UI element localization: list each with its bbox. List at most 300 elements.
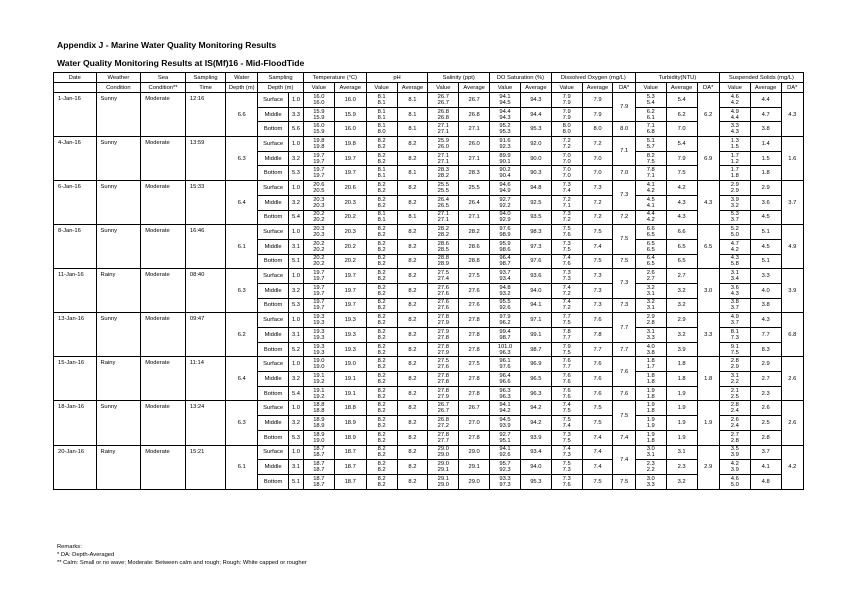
header-weather: Weather <box>96 73 141 83</box>
turbidity-values-reading-1: 4.4 <box>646 211 655 218</box>
do-saturation-values-reading-1: 94.4 <box>499 108 511 115</box>
salinity-values-reading-2: 27.2 <box>437 422 449 429</box>
dissolved-oxygen-average: 7.5 <box>582 416 613 431</box>
salinity-values-reading-2: 29.1 <box>437 467 449 474</box>
table-body <box>54 93 804 490</box>
turbidity-values-reading-2: 1.8 <box>646 408 655 415</box>
dissolved-oxygen-values <box>551 166 582 181</box>
temperature-values-reading-2: 19.3 <box>313 320 325 327</box>
turbidity-values-reading-2: 3.1 <box>646 290 655 297</box>
suspended-solids-values-reading-1: 8.1 <box>730 328 739 335</box>
sea-condition-cell: Moderate <box>141 137 186 181</box>
salinity-values-reading-1: 29.1 <box>437 475 449 482</box>
salinity-values-reading-2: 28.5 <box>437 246 449 253</box>
ph-values-reading-1: 8.2 <box>377 299 386 306</box>
turbidity-average: 7.0 <box>666 122 697 137</box>
ph-values <box>366 357 397 372</box>
header-row-2 <box>54 83 804 93</box>
turbidity-values-reading-2: 5.7 <box>646 143 655 150</box>
salinity-values-reading-1: 27.8 <box>437 387 449 394</box>
suspended-solids-values-reading-2: 3.2 <box>730 202 739 209</box>
suspended-solids-average: 3.8 <box>750 122 781 137</box>
suspended-solids-values-reading-2: 1.5 <box>730 143 739 150</box>
sampling-level-cell: Surface <box>258 401 289 416</box>
ph-values-reading-2: 8.2 <box>377 481 386 488</box>
temperature-values-reading-2: 18.8 <box>313 408 325 415</box>
dissolved-oxygen-values-reading-1: 7.5 <box>562 416 571 423</box>
dissolved-oxygen-da-bottom: 7.4 <box>613 430 635 445</box>
sampling-depth-cell: 3.3 <box>289 107 304 122</box>
ph-values-reading-2: 8.2 <box>377 349 386 356</box>
ph-average: 8.2 <box>397 460 428 475</box>
table-row <box>54 357 804 372</box>
turbidity-values <box>635 313 666 328</box>
do-saturation-values-reading-2: 93.9 <box>499 422 511 429</box>
suspended-solids-values <box>719 313 750 328</box>
salinity-values-reading-1: 29.0 <box>437 461 449 468</box>
temperature-values <box>303 93 334 108</box>
turbidity-values <box>635 460 666 475</box>
temperature-average: 20.3 <box>334 225 366 240</box>
ph-average: 8.2 <box>397 137 428 152</box>
suspended-solids-values-reading-1: 4.9 <box>730 314 739 321</box>
header-da: DA* <box>613 83 635 93</box>
salinity-average: 25.5 <box>459 181 490 196</box>
do-saturation-values <box>490 195 521 210</box>
do-saturation-values-reading-1: 99.4 <box>499 328 511 335</box>
temperature-average: 18.9 <box>334 430 366 445</box>
temperature-values-reading-1: 20.3 <box>313 226 325 233</box>
ph-values-reading-2: 8.2 <box>377 378 386 385</box>
dissolved-oxygen-values-reading-1: 7.9 <box>562 93 571 100</box>
temperature-values-reading-2: 19.3 <box>313 349 325 356</box>
do-saturation-values-reading-1: 90.2 <box>499 167 511 174</box>
water-depth-cell: 6.4 <box>226 357 258 401</box>
ph-average: 8.2 <box>397 328 428 343</box>
do-saturation-values-reading-1: 94.0 <box>499 211 511 218</box>
ph-values-reading-2: 8.2 <box>377 232 386 239</box>
dissolved-oxygen-average: 7.0 <box>582 166 613 181</box>
do-saturation-values <box>490 239 521 254</box>
suspended-solids-average: 3.6 <box>750 195 781 210</box>
do-saturation-average: 92.0 <box>520 137 551 152</box>
turbidity-values <box>635 137 666 152</box>
suspended-solids-values <box>719 328 750 343</box>
suspended-solids-values <box>719 298 750 313</box>
salinity-values-reading-1: 27.1 <box>437 152 449 159</box>
ph-values-reading-2: 8.2 <box>377 334 386 341</box>
dissolved-oxygen-values-reading-2: 7.2 <box>562 217 571 224</box>
suspended-solids-values-reading-1: 3.8 <box>730 299 739 306</box>
dissolved-oxygen-values-reading-2: 7.2 <box>562 290 571 297</box>
dissolved-oxygen-values-reading-2: 7.3 <box>562 452 571 459</box>
dissolved-oxygen-average: 7.3 <box>582 283 613 298</box>
turbidity-values-reading-1: 3.0 <box>646 446 655 453</box>
turbidity-values-reading-1: 1.9 <box>646 431 655 438</box>
turbidity-values <box>635 474 666 489</box>
ph-values-reading-1: 8.2 <box>377 358 386 365</box>
temperature-values <box>303 445 334 460</box>
dissolved-oxygen-values <box>551 474 582 489</box>
suspended-solids-values-reading-2: 5.0 <box>730 232 739 239</box>
temperature-values <box>303 107 334 122</box>
do-saturation-values-reading-1: 93.7 <box>499 270 511 277</box>
temperature-values-reading-1: 18.7 <box>313 446 325 453</box>
dissolved-oxygen-values-reading-1: 7.4 <box>562 284 571 291</box>
turbidity-average: 1.8 <box>666 357 697 372</box>
dissolved-oxygen-da-bottom: 7.3 <box>613 298 635 313</box>
sampling-level-cell: Bottom <box>258 254 289 269</box>
turbidity-values-reading-1: 6.5 <box>646 240 655 247</box>
ph-average: 8.2 <box>397 239 428 254</box>
dissolved-oxygen-values-reading-1: 7.3 <box>562 181 571 188</box>
dissolved-oxygen-da-bottom: 7.5 <box>613 474 635 489</box>
do-saturation-values-reading-2: 92.9 <box>499 217 511 224</box>
do-saturation-values <box>490 328 521 343</box>
do-saturation-average: 95.3 <box>520 474 551 489</box>
salinity-average: 27.0 <box>459 416 490 431</box>
dissolved-oxygen-values-reading-1: 7.2 <box>562 196 571 203</box>
ph-values-reading-1: 8.1 <box>377 167 386 174</box>
turbidity-da: 6.5 <box>697 225 719 269</box>
salinity-values <box>428 107 459 122</box>
salinity-values-reading-2: 25.5 <box>437 187 449 194</box>
dissolved-oxygen-values-reading-1: 8.0 <box>562 123 571 130</box>
ph-values <box>366 313 397 328</box>
suspended-solids-values-reading-1: 2.1 <box>730 387 739 394</box>
do-saturation-values <box>490 210 521 225</box>
suspended-solids-da: 6.8 <box>781 313 803 357</box>
temperature-values-reading-2: 19.7 <box>313 305 325 312</box>
temperature-values-reading-2: 19.2 <box>313 393 325 400</box>
do-saturation-values <box>490 254 521 269</box>
do-saturation-values <box>490 107 521 122</box>
temperature-average: 20.6 <box>334 181 366 196</box>
ph-values-reading-1: 8.2 <box>377 431 386 438</box>
salinity-average: 27.6 <box>459 283 490 298</box>
temperature-values-reading-2: 19.0 <box>313 364 325 371</box>
do-saturation-values <box>490 430 521 445</box>
salinity-values-reading-1: 27.9 <box>437 328 449 335</box>
sampling-depth-cell: 1.0 <box>289 269 304 284</box>
header-average: Average <box>397 83 428 93</box>
do-saturation-values-reading-1: 92.7 <box>499 196 511 203</box>
ph-values <box>366 298 397 313</box>
do-saturation-values-reading-1: 96.4 <box>499 372 511 379</box>
turbidity-values-reading-2: 3.8 <box>646 349 655 356</box>
ph-values <box>366 328 397 343</box>
do-saturation-values <box>490 342 521 357</box>
water-quality-table <box>53 72 804 490</box>
ph-values <box>366 239 397 254</box>
temperature-average: 19.3 <box>334 342 366 357</box>
temperature-values <box>303 372 334 387</box>
temperature-values-reading-2: 19.2 <box>313 378 325 385</box>
ph-values <box>366 430 397 445</box>
dissolved-oxygen-values-reading-2: 7.6 <box>562 378 571 385</box>
do-saturation-values-reading-1: 94.5 <box>499 416 511 423</box>
salinity-values <box>428 401 459 416</box>
ph-average: 8.2 <box>397 342 428 357</box>
salinity-values <box>428 254 459 269</box>
sea-condition-cell: Moderate <box>141 445 186 489</box>
ph-values-reading-1: 8.2 <box>377 475 386 482</box>
temperature-average: 19.7 <box>334 151 366 166</box>
salinity-average: 27.8 <box>459 342 490 357</box>
suspended-solids-average: 8.3 <box>750 342 781 357</box>
sampling-level-cell: Middle <box>258 195 289 210</box>
salinity-values <box>428 474 459 489</box>
turbidity-values <box>635 122 666 137</box>
sampling-depth-cell: 5.2 <box>289 342 304 357</box>
sampling-time-cell: 11:14 <box>185 357 225 401</box>
ph-values <box>366 401 397 416</box>
remarks-title: Remarks: <box>57 544 82 550</box>
suspended-solids-average: 1.5 <box>750 151 781 166</box>
temperature-values <box>303 210 334 225</box>
turbidity-values <box>635 298 666 313</box>
salinity-values <box>428 386 459 401</box>
temperature-values <box>303 460 334 475</box>
salinity-values-reading-1: 29.0 <box>437 446 449 453</box>
temperature-average: 19.3 <box>334 328 366 343</box>
do-saturation-average: 96.5 <box>520 372 551 387</box>
salinity-values-reading-1: 27.8 <box>437 343 449 350</box>
turbidity-values <box>635 195 666 210</box>
dissolved-oxygen-da: 7.9 <box>613 93 635 122</box>
sampling-level-cell: Bottom <box>258 474 289 489</box>
ph-values-reading-1: 8.2 <box>377 181 386 188</box>
turbidity-values-reading-2: 3.3 <box>646 334 655 341</box>
turbidity-values-reading-1: 1.9 <box>646 402 655 409</box>
salinity-average: 26.7 <box>459 93 490 108</box>
turbidity-average: 1.9 <box>666 416 697 431</box>
dissolved-oxygen-values <box>551 357 582 372</box>
salinity-values-reading-1: 27.5 <box>437 358 449 365</box>
salinity-values-reading-2: 26.7 <box>437 408 449 415</box>
suspended-solids-values-reading-1: 4.7 <box>730 240 739 247</box>
ph-values <box>366 474 397 489</box>
ph-values <box>366 416 397 431</box>
salinity-values-reading-1: 27.8 <box>437 431 449 438</box>
do-saturation-values-reading-1: 95.7 <box>499 461 511 468</box>
water-depth-cell: 6.3 <box>226 137 258 181</box>
turbidity-values-reading-2: 4.2 <box>646 187 655 194</box>
do-saturation-values <box>490 225 521 240</box>
turbidity-values-reading-2: 7.1 <box>646 173 655 180</box>
salinity-average: 27.6 <box>459 298 490 313</box>
dissolved-oxygen-values-reading-2: 7.0 <box>562 173 571 180</box>
ph-values-reading-2: 8.1 <box>377 99 386 106</box>
ph-values-reading-2: 8.2 <box>377 143 386 150</box>
ph-values-reading-1: 8.1 <box>377 93 386 100</box>
turbidity-average: 2.3 <box>666 460 697 475</box>
salinity-values <box>428 137 459 152</box>
suspended-solids-average: 4.5 <box>750 210 781 225</box>
temperature-values-reading-2: 20.3 <box>313 202 325 209</box>
sampling-depth-cell: 5.3 <box>289 430 304 445</box>
turbidity-average: 3.9 <box>666 342 697 357</box>
turbidity-da: 3.0 <box>697 269 719 313</box>
suspended-solids-values <box>719 254 750 269</box>
salinity-values <box>428 151 459 166</box>
dissolved-oxygen-average: 7.9 <box>582 107 613 122</box>
temperature-values-reading-2: 19.7 <box>313 290 325 297</box>
weather-cell: Sunny <box>96 181 141 225</box>
suspended-solids-values <box>719 137 750 152</box>
do-saturation-values-reading-2: 98.9 <box>499 232 511 239</box>
header-row-1 <box>54 73 804 83</box>
sampling-level-cell: Middle <box>258 239 289 254</box>
ph-values-reading-2: 8.0 <box>377 129 386 136</box>
temperature-values-reading-1: 18.7 <box>313 461 325 468</box>
salinity-average: 28.3 <box>459 166 490 181</box>
do-saturation-values-reading-1: 93.3 <box>499 475 511 482</box>
do-saturation-average: 96.3 <box>520 386 551 401</box>
sampling-depth-cell: 1.0 <box>289 225 304 240</box>
turbidity-values <box>635 372 666 387</box>
dissolved-oxygen-values-reading-1: 7.5 <box>562 461 571 468</box>
suspended-solids-average: 4.7 <box>750 107 781 122</box>
do-saturation-values-reading-2: 96.2 <box>499 320 511 327</box>
salinity-values <box>428 298 459 313</box>
salinity-values-reading-2: 27.6 <box>437 290 449 297</box>
turbidity-average: 5.4 <box>666 93 697 108</box>
ph-values <box>366 283 397 298</box>
dissolved-oxygen-average: 7.4 <box>582 239 613 254</box>
table-row <box>54 313 804 328</box>
dissolved-oxygen-average: 7.6 <box>582 313 613 328</box>
dissolved-oxygen-values <box>551 416 582 431</box>
do-saturation-values-reading-1: 96.1 <box>499 358 511 365</box>
ph-values-reading-1: 8.2 <box>377 270 386 277</box>
suspended-solids-values <box>719 107 750 122</box>
suspended-solids-values <box>719 460 750 475</box>
salinity-values-reading-1: 25.9 <box>437 137 449 144</box>
do-saturation-values <box>490 269 521 284</box>
salinity-average: 28.6 <box>459 239 490 254</box>
suspended-solids-values-reading-1: 2.7 <box>730 431 739 438</box>
header-date: Date <box>54 73 97 83</box>
dissolved-oxygen-values-reading-2: 7.6 <box>562 232 571 239</box>
dissolved-oxygen-da: 7.7 <box>613 313 635 342</box>
water-depth-cell: 6.6 <box>226 93 258 137</box>
suspended-solids-average: 2.6 <box>750 401 781 416</box>
sampling-time-cell: 15:21 <box>185 445 225 489</box>
temperature-values-reading-2: 20.2 <box>313 217 325 224</box>
ph-values <box>366 225 397 240</box>
temperature-values <box>303 195 334 210</box>
do-saturation-values <box>490 313 521 328</box>
salinity-values-reading-1: 28.2 <box>437 226 449 233</box>
suspended-solids-values <box>719 386 750 401</box>
ph-values-reading-1: 8.2 <box>377 152 386 159</box>
suspended-solids-values-reading-2: 2.2 <box>730 378 739 385</box>
dissolved-oxygen-average: 7.6 <box>582 372 613 387</box>
turbidity-values <box>635 225 666 240</box>
remarks <box>57 543 307 567</box>
do-saturation-average: 94.3 <box>520 93 551 108</box>
ph-values <box>366 93 397 108</box>
do-saturation-values <box>490 416 521 431</box>
salinity-values-reading-1: 25.5 <box>437 181 449 188</box>
header-value: Value <box>490 83 521 93</box>
salinity-values <box>428 430 459 445</box>
header-water-sub: Depth (m) <box>226 83 258 93</box>
dissolved-oxygen-da: 7.6 <box>613 357 635 386</box>
water-depth-cell: 6.1 <box>226 445 258 489</box>
turbidity-values-reading-1: 7.1 <box>646 123 655 130</box>
salinity-values <box>428 166 459 181</box>
suspended-solids-da: 3.7 <box>781 181 803 225</box>
temperature-values-reading-2: 19.8 <box>313 143 325 150</box>
salinity-values-reading-1: 26.7 <box>437 402 449 409</box>
ph-values-reading-2: 8.2 <box>377 467 386 474</box>
dissolved-oxygen-values-reading-2: 7.4 <box>562 422 571 429</box>
dissolved-oxygen-average: 7.5 <box>582 401 613 416</box>
header-value: Value <box>635 83 666 93</box>
do-saturation-values <box>490 283 521 298</box>
turbidity-values-reading-1: 5.3 <box>646 93 655 100</box>
suspended-solids-values-reading-2: 5.8 <box>730 261 739 268</box>
sampling-depth-cell: 3.1 <box>289 460 304 475</box>
ph-average: 8.2 <box>397 313 428 328</box>
turbidity-average: 3.2 <box>666 474 697 489</box>
ph-average: 8.1 <box>397 122 428 137</box>
turbidity-values <box>635 328 666 343</box>
sampling-depth-cell: 3.2 <box>289 372 304 387</box>
ph-values-reading-1: 8.2 <box>377 343 386 350</box>
ph-values <box>366 460 397 475</box>
dissolved-oxygen-values-reading-2: 7.7 <box>562 364 571 371</box>
salinity-values-reading-1: 28.3 <box>437 167 449 174</box>
turbidity-values <box>635 401 666 416</box>
suspended-solids-average: 2.9 <box>750 357 781 372</box>
temperature-values-reading-2: 18.7 <box>313 481 325 488</box>
dissolved-oxygen-values-reading-1: 7.9 <box>562 108 571 115</box>
sampling-depth-cell: 1.0 <box>289 93 304 108</box>
suspended-solids-da: 1.6 <box>781 137 803 181</box>
dissolved-oxygen-average: 7.0 <box>582 151 613 166</box>
temperature-values-reading-1: 15.9 <box>313 108 325 115</box>
ph-values-reading-2: 8.2 <box>377 320 386 327</box>
sampling-depth-cell: 5.6 <box>289 122 304 137</box>
sampling-level-cell: Middle <box>258 416 289 431</box>
salinity-average: 27.5 <box>459 357 490 372</box>
temperature-values-reading-1: 19.7 <box>313 284 325 291</box>
salinity-values-reading-1: 26.4 <box>437 196 449 203</box>
salinity-values-reading-2: 27.8 <box>437 334 449 341</box>
suspended-solids-average: 5.1 <box>750 225 781 240</box>
ph-values-reading-2: 8.2 <box>377 246 386 253</box>
temperature-average: 18.7 <box>334 445 366 460</box>
sampling-level-cell: Surface <box>258 445 289 460</box>
suspended-solids-values-reading-2: 3.7 <box>730 217 739 224</box>
ph-values <box>366 372 397 387</box>
do-saturation-values <box>490 386 521 401</box>
temperature-values-reading-1: 19.0 <box>313 358 325 365</box>
ph-values-reading-2: 8.2 <box>377 202 386 209</box>
header-sea: Sea <box>141 73 186 83</box>
salinity-values-reading-2: 27.9 <box>437 349 449 356</box>
dissolved-oxygen-values-reading-2: 7.1 <box>562 202 571 209</box>
temperature-average: 18.7 <box>334 474 366 489</box>
dissolved-oxygen-average: 7.4 <box>582 460 613 475</box>
suspended-solids-values-reading-1: 4.2 <box>730 461 739 468</box>
temperature-values <box>303 137 334 152</box>
do-saturation-values-reading-1: 91.6 <box>499 137 511 144</box>
salinity-values <box>428 372 459 387</box>
